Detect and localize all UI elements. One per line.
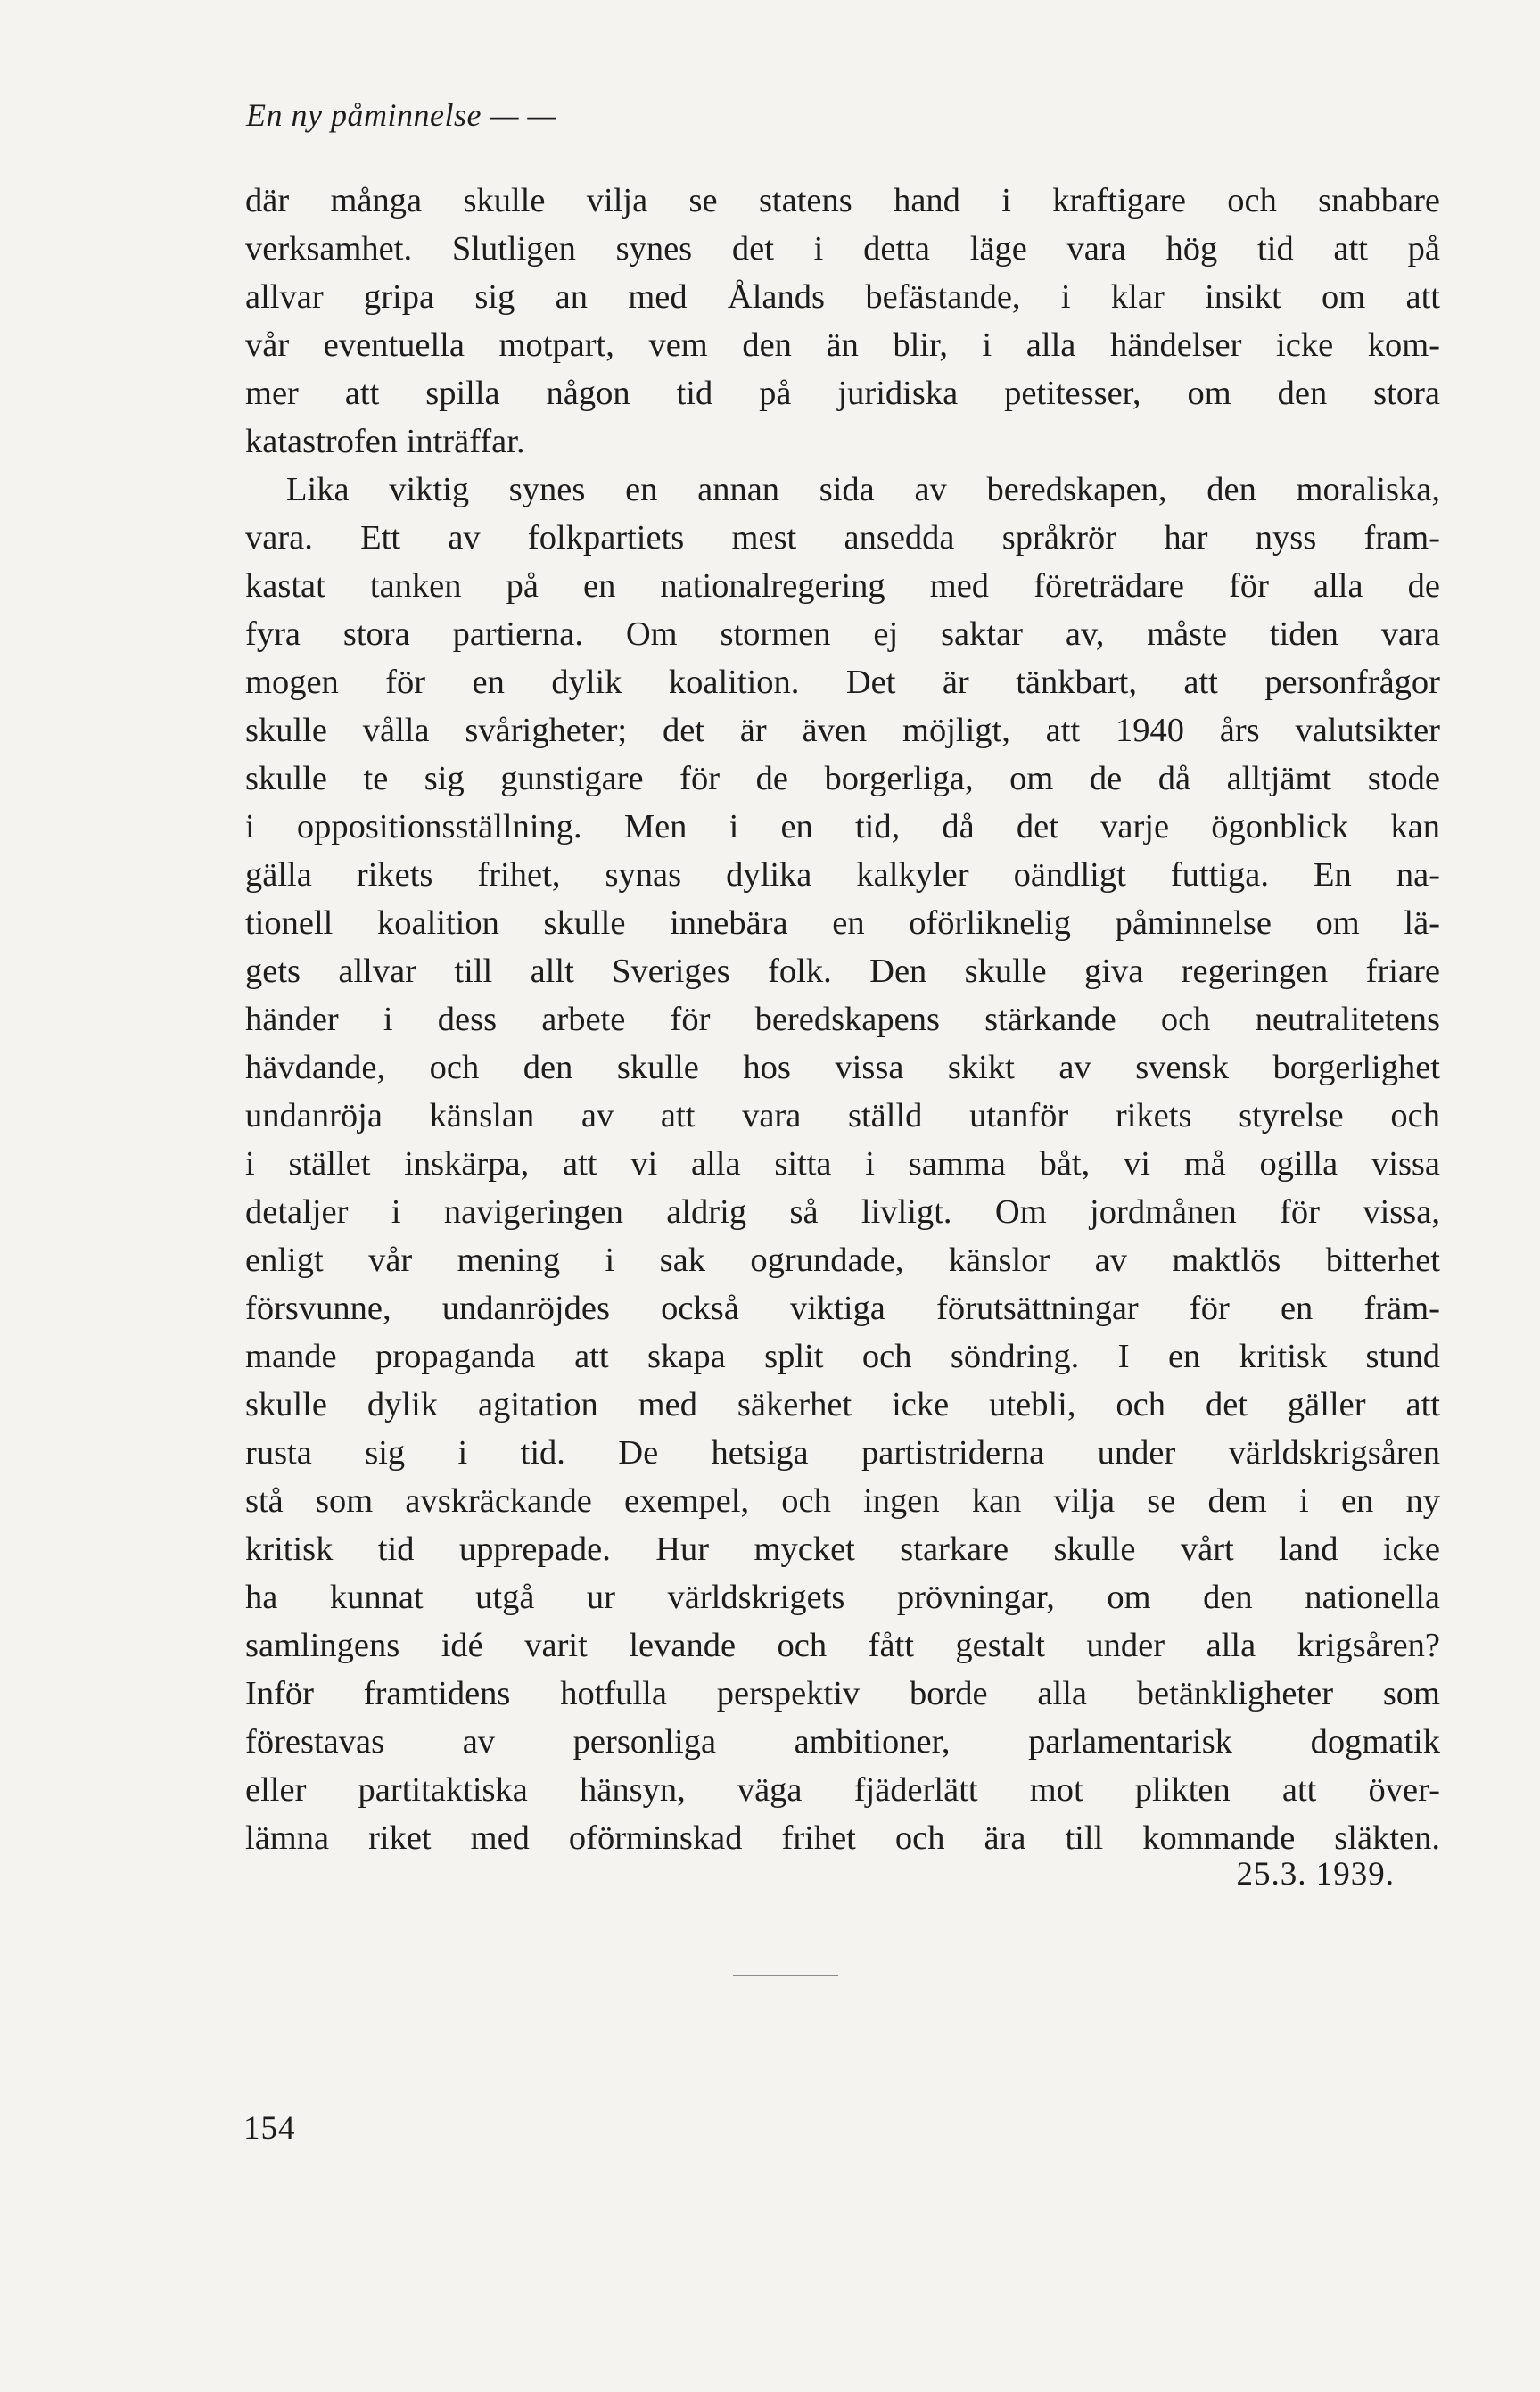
text-line: rusta sig i tid. De hetsiga partistriderna under världskrigsåren xyxy=(245,1434,1440,1472)
text-line: fyra stora partierna. Om stormen ej saktar av, måste tiden vara xyxy=(245,615,1440,653)
text-line: lämna riket med oförminskad frihet och ära till kommande släkten. xyxy=(245,1819,1440,1857)
text-line: gälla rikets frihet, synas dylika kalkyler oändligt futtiga. En na- xyxy=(245,856,1440,894)
text-line: förestavas av personliga ambitioner, parlamentarisk dogmatik xyxy=(245,1723,1440,1761)
text-line: mer att spilla någon tid på juridiska petitesser, om den stora xyxy=(245,375,1440,412)
text-line: vara. Ett av folkpartiets mest ansedda språkrör har nyss fram- xyxy=(245,519,1440,557)
text-line: gets allvar till allt Sveriges folk. Den skulle giva regeringen friare xyxy=(245,953,1440,990)
page-number: 154 xyxy=(243,2110,296,2147)
text-line: verksamhet. Slutligen synes det i detta läge vara hög tid att på xyxy=(245,230,1440,268)
text-line: i oppositionsställning. Men i en tid, då det varje ögonblick kan xyxy=(245,808,1440,845)
text-line: kritisk tid upprepade. Hur mycket starkare skulle vårt land icke xyxy=(245,1530,1440,1568)
text-line: enligt vår mening i sak ogrundade, känslor av maktlös bitterhet xyxy=(245,1241,1440,1279)
text-line: i stället inskärpa, att vi alla sitta i samma båt, vi må ogilla vissa xyxy=(245,1145,1440,1183)
text-line: ha kunnat utgå ur världskrigets prövningar, om den nationella xyxy=(245,1579,1440,1616)
text-line: Lika viktig synes en annan sida av beredskapen, den moraliska, xyxy=(286,471,1440,508)
text-line: hävdande, och den skulle hos vissa skikt av svensk borgerlighet xyxy=(245,1049,1440,1086)
text-line: vår eventuella motpart, vem den än blir, i alla händelser icke kom- xyxy=(245,326,1440,364)
text-line: skulle vålla svårigheter; det är även möjligt, att 1940 års valutsikter xyxy=(245,712,1440,749)
text-line: Inför framtidens hotfulla perspektiv borde alla betänkligheter som xyxy=(245,1675,1440,1712)
text-line: katastrofen inträffar. xyxy=(245,423,525,460)
text-line: undanröja känslan av att vara ställd utanför rikets styrelse och xyxy=(245,1097,1440,1134)
text-line: skulle dylik agitation med säkerhet icke utebli, och det gäller att xyxy=(245,1386,1440,1423)
text-line: händer i dess arbete för beredskapens stärkande och neutralitetens xyxy=(245,1001,1440,1038)
text-line: skulle te sig gunstigare för de borgerliga, om de då alltjämt stode xyxy=(245,760,1440,797)
text-line: där många skulle vilja se statens hand i kraftigare och snabbare xyxy=(245,182,1440,219)
text-line: tionell koalition skulle innebära en oförliknelig påminnelse om lä- xyxy=(245,904,1440,942)
text-line: detaljer i navigeringen aldrig så livligt. Om jordmånen för vissa, xyxy=(245,1193,1440,1231)
running-head: En ny påminnelse — — xyxy=(246,97,556,133)
article-date: 25.3. 1939. xyxy=(1236,1856,1395,1893)
text-line: samlingens idé varit levande och fått gestalt under alla krigsåren? xyxy=(245,1627,1440,1664)
text-line: stå som avskräckande exempel, och ingen kan vilja se dem i en ny xyxy=(245,1482,1440,1520)
section-divider xyxy=(733,1975,838,1976)
text-line: försvunne, undanröjdes också viktiga förutsättningar för en främ- xyxy=(245,1290,1440,1327)
text-line: eller partitaktiska hänsyn, väga fjäderlätt mot plikten att över- xyxy=(245,1771,1440,1809)
text-line: allvar gripa sig an med Ålands befästande, i klar insikt om att xyxy=(245,278,1440,316)
body-text xyxy=(245,177,1440,1862)
text-line: mogen för en dylik koalition. Det är tänkbart, att personfrågor xyxy=(245,664,1440,701)
text-line: mande propaganda att skapa split och söndring. I en kritisk stund xyxy=(245,1338,1440,1375)
text-line: kastat tanken på en nationalregering med företrädare för alla de xyxy=(245,567,1440,605)
